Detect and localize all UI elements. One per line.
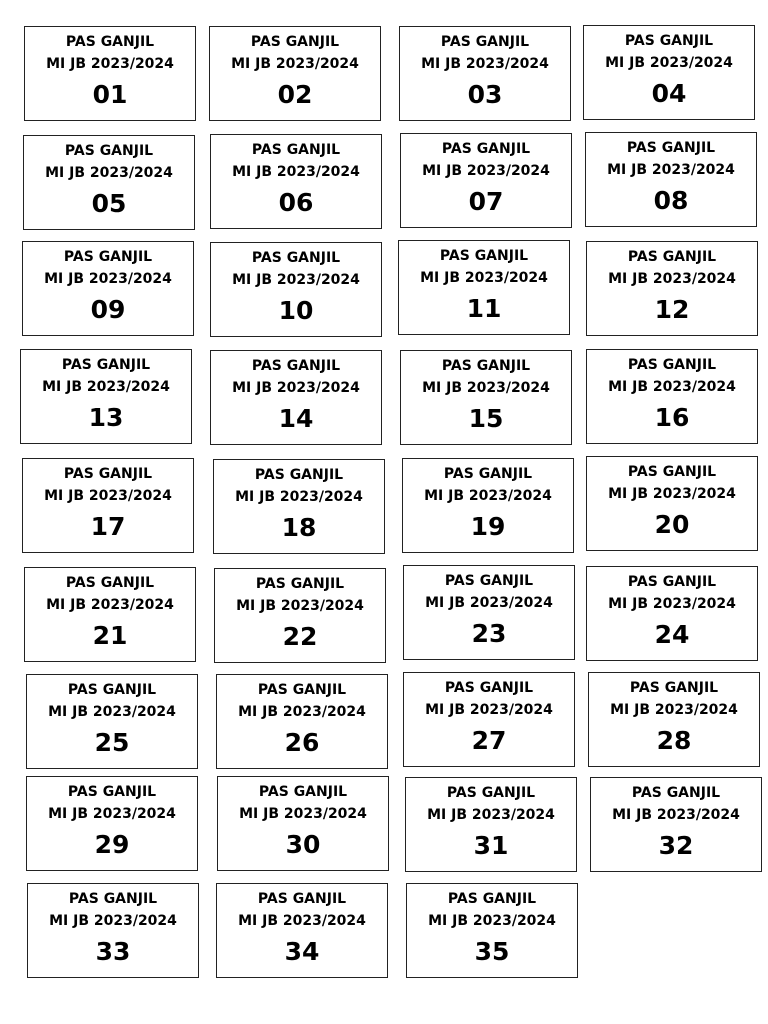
card-title: PAS GANJIL (251, 142, 341, 158)
exam-label-card (399, 26, 571, 121)
exam-label-card (403, 565, 575, 660)
exam-label-card (216, 674, 388, 769)
exam-label-card (583, 25, 755, 120)
exam-label-card (586, 566, 758, 661)
exam-label-card (213, 459, 385, 554)
card-number: 30 (285, 830, 321, 859)
card-number: 27 (471, 726, 507, 755)
card-title: PAS GANJIL (627, 249, 717, 265)
exam-label-card (26, 776, 198, 871)
card-subtitle: MI JB 2023/2024 (48, 806, 176, 822)
card-title: PAS GANJIL (441, 358, 531, 374)
exam-label-card (400, 133, 572, 228)
card-subtitle: MI JB 2023/2024 (44, 488, 172, 504)
card-title: PAS GANJIL (251, 250, 341, 266)
exam-label-card (405, 777, 577, 872)
exam-label-card (586, 456, 758, 551)
card-title: PAS GANJIL (627, 357, 717, 373)
card-number: 29 (94, 830, 130, 859)
card-title: PAS GANJIL (61, 357, 151, 373)
card-number: 10 (278, 296, 314, 325)
card-number: 33 (95, 937, 131, 966)
card-subtitle: MI JB 2023/2024 (232, 164, 360, 180)
card-subtitle: MI JB 2023/2024 (235, 489, 363, 505)
card-subtitle: MI JB 2023/2024 (239, 806, 367, 822)
card-subtitle: MI JB 2023/2024 (44, 271, 172, 287)
card-number: 34 (284, 937, 320, 966)
card-subtitle: MI JB 2023/2024 (605, 55, 733, 71)
card-title: PAS GANJIL (257, 682, 347, 698)
exam-label-card (23, 135, 195, 230)
exam-label-card (20, 349, 192, 444)
card-number: 35 (474, 937, 510, 966)
card-subtitle: MI JB 2023/2024 (48, 704, 176, 720)
exam-label-card (26, 674, 198, 769)
card-subtitle: MI JB 2023/2024 (425, 702, 553, 718)
exam-label-card (585, 132, 757, 227)
card-number: 01 (92, 80, 128, 109)
card-number: 02 (277, 80, 313, 109)
card-title: PAS GANJIL (440, 34, 530, 50)
exam-label-card (398, 240, 570, 335)
card-title: PAS GANJIL (444, 680, 534, 696)
exam-label-card (210, 134, 382, 229)
card-title: PAS GANJIL (63, 466, 153, 482)
card-subtitle: MI JB 2023/2024 (422, 163, 550, 179)
card-subtitle: MI JB 2023/2024 (238, 704, 366, 720)
card-subtitle: MI JB 2023/2024 (421, 56, 549, 72)
card-number: 05 (91, 189, 127, 218)
card-number: 28 (656, 726, 692, 755)
card-number: 04 (651, 79, 687, 108)
card-number: 06 (278, 188, 314, 217)
card-number: 23 (471, 619, 507, 648)
card-number: 19 (470, 512, 506, 541)
card-subtitle: MI JB 2023/2024 (608, 379, 736, 395)
card-number: 25 (94, 728, 130, 757)
card-title: PAS GANJIL (257, 891, 347, 907)
card-subtitle: MI JB 2023/2024 (45, 165, 173, 181)
card-subtitle: MI JB 2023/2024 (46, 597, 174, 613)
card-number: 11 (466, 294, 502, 323)
card-subtitle: MI JB 2023/2024 (232, 272, 360, 288)
card-subtitle: MI JB 2023/2024 (231, 56, 359, 72)
exam-label-card (210, 350, 382, 445)
card-title: PAS GANJIL (444, 573, 534, 589)
card-title: PAS GANJIL (251, 358, 341, 374)
card-number: 03 (467, 80, 503, 109)
card-subtitle: MI JB 2023/2024 (608, 271, 736, 287)
card-title: PAS GANJIL (441, 141, 531, 157)
card-title: PAS GANJIL (443, 466, 533, 482)
card-subtitle: MI JB 2023/2024 (427, 807, 555, 823)
exam-label-card (586, 349, 758, 444)
card-subtitle: MI JB 2023/2024 (232, 380, 360, 396)
card-subtitle: MI JB 2023/2024 (607, 162, 735, 178)
exam-label-card (27, 883, 199, 978)
card-title: PAS GANJIL (626, 140, 716, 156)
exam-label-card (590, 777, 762, 872)
card-title: PAS GANJIL (255, 576, 345, 592)
card-subtitle: MI JB 2023/2024 (428, 913, 556, 929)
card-number: 13 (88, 403, 124, 432)
card-title: PAS GANJIL (64, 143, 154, 159)
card-subtitle: MI JB 2023/2024 (425, 595, 553, 611)
exam-label-card (406, 883, 578, 978)
card-subtitle: MI JB 2023/2024 (424, 488, 552, 504)
card-title: PAS GANJIL (629, 680, 719, 696)
card-number: 15 (468, 404, 504, 433)
card-subtitle: MI JB 2023/2024 (608, 486, 736, 502)
card-subtitle: MI JB 2023/2024 (46, 56, 174, 72)
card-number: 12 (654, 295, 690, 324)
card-subtitle: MI JB 2023/2024 (49, 913, 177, 929)
exam-label-card (403, 672, 575, 767)
card-title: PAS GANJIL (67, 682, 157, 698)
card-title: PAS GANJIL (446, 785, 536, 801)
card-subtitle: MI JB 2023/2024 (236, 598, 364, 614)
card-number: 32 (658, 831, 694, 860)
exam-label-card (214, 568, 386, 663)
exam-label-card (209, 26, 381, 121)
card-title: PAS GANJIL (68, 891, 158, 907)
card-subtitle: MI JB 2023/2024 (420, 270, 548, 286)
card-title: PAS GANJIL (447, 891, 537, 907)
card-number: 07 (468, 187, 504, 216)
card-number: 31 (473, 831, 509, 860)
card-number: 09 (90, 295, 126, 324)
card-subtitle: MI JB 2023/2024 (612, 807, 740, 823)
card-subtitle: MI JB 2023/2024 (238, 913, 366, 929)
card-title: PAS GANJIL (624, 33, 714, 49)
exam-label-card (400, 350, 572, 445)
exam-label-card (402, 458, 574, 553)
card-subtitle: MI JB 2023/2024 (608, 596, 736, 612)
card-title: PAS GANJIL (63, 249, 153, 265)
card-number: 20 (654, 510, 690, 539)
card-number: 17 (90, 512, 126, 541)
card-subtitle: MI JB 2023/2024 (610, 702, 738, 718)
exam-label-card (22, 241, 194, 336)
card-number: 18 (281, 513, 317, 542)
card-number: 08 (653, 186, 689, 215)
card-number: 24 (654, 620, 690, 649)
card-title: PAS GANJIL (627, 574, 717, 590)
card-number: 21 (92, 621, 128, 650)
exam-label-card (22, 458, 194, 553)
exam-label-card (24, 567, 196, 662)
card-title: PAS GANJIL (254, 467, 344, 483)
card-title: PAS GANJIL (67, 784, 157, 800)
card-title: PAS GANJIL (65, 34, 155, 50)
exam-label-card (216, 883, 388, 978)
exam-label-card (24, 26, 196, 121)
card-number: 26 (284, 728, 320, 757)
card-title: PAS GANJIL (631, 785, 721, 801)
exam-label-card (210, 242, 382, 337)
card-number: 16 (654, 403, 690, 432)
exam-label-card (217, 776, 389, 871)
card-subtitle: MI JB 2023/2024 (422, 380, 550, 396)
exam-label-card (586, 241, 758, 336)
card-title: PAS GANJIL (250, 34, 340, 50)
exam-label-card (588, 672, 760, 767)
card-title: PAS GANJIL (65, 575, 155, 591)
card-number: 22 (282, 622, 318, 651)
card-title: PAS GANJIL (439, 248, 529, 264)
card-title: PAS GANJIL (258, 784, 348, 800)
card-title: PAS GANJIL (627, 464, 717, 480)
card-subtitle: MI JB 2023/2024 (42, 379, 170, 395)
card-number: 14 (278, 404, 314, 433)
